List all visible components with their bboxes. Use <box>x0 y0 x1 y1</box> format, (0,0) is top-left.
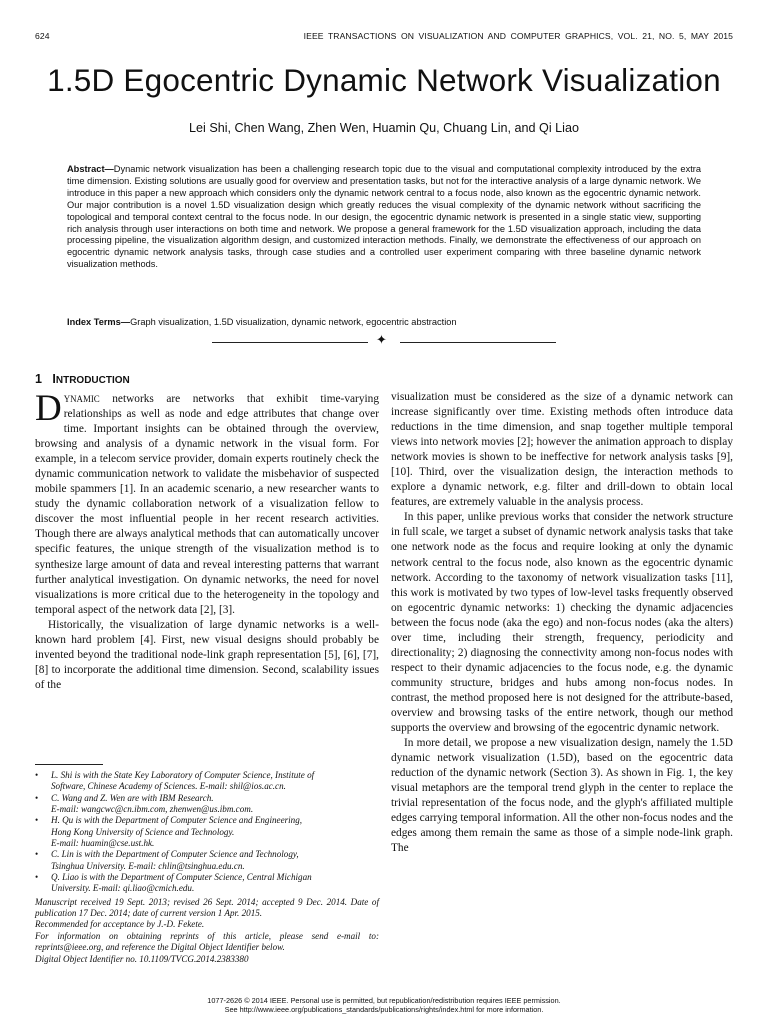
affiliation-line: Software, Chinese Academy of Sciences. E-mail: shil@ios.ac.cn. <box>51 781 286 792</box>
affiliation-item <box>35 770 379 793</box>
affiliation-item <box>35 849 379 872</box>
abstract-text: Dynamic network visualization has been a challenging research topic due to the visual and computational complexity introduced by the extra time dimension. Existing solutions are usually good for overview and presentation tasks, but not for the interactive analysis of a large dynamic network. We introduce in this paper a new approach which considers only the dynamic network central to a focus node, also known as the egocentric dynamic network. Our major contribution is a novel 1.5D visualization design which greatly reduces the visual complexity of the dynamic network without sacrificing the topological and temporal context central to the focus node. In our design, the egocentric dynamic network is presented in a single static view, supporting rich analysis through user interactions on both time and network. We propose a general framework for the 1.5D visualization approach, including the data processing pipeline, the visualization algorithm design, and customized interaction methods. Finally, we demonstrate the effectiveness of our approach on egocentric dynamic network analysis tasks, through case studies and a controlled user experiment comparing with three baseline dynamic network visualization methods. <box>67 164 701 270</box>
section-number: 1 <box>35 372 42 386</box>
manuscript-dates: Manuscript received 19 Sept. 2013; revised 26 Sept. 2014; accepted 9 Dec. 2014. Date of publication 17 Dec. 2014; date of current version 1 Apr. 2015. <box>35 896 379 919</box>
bullet-icon: • <box>35 815 39 826</box>
affiliation-item <box>35 872 379 895</box>
affiliation-line: C. Lin is with the Department of Computer Science and Technology, <box>51 849 299 860</box>
index-terms-label: Index Terms— <box>67 317 131 327</box>
manuscript-info <box>35 897 379 965</box>
affiliation-line: University. E-mail: qi.liao@cmich.edu. <box>51 883 195 894</box>
affiliation-line: Tsinghua University. E-mail: chlin@tsinghua.edu.cn. <box>51 860 245 871</box>
first-word-smallcaps: YNAMIC <box>63 394 100 404</box>
bullet-icon: • <box>35 770 39 780</box>
section-title-initial: I <box>52 372 56 386</box>
affiliation-line: L. Shi is with the State Key Laboratory of Computer Science, Institute of <box>51 770 315 780</box>
section-separator <box>212 332 556 349</box>
affiliation-line: H. Qu is with the Department of Computer Science and Engineering, <box>51 815 303 826</box>
affiliation-line: Hong Kong University of Science and Technology. <box>51 826 235 837</box>
footnotes <box>35 770 379 965</box>
separator-line-left <box>212 342 368 343</box>
index-terms-text: Graph visualization, 1.5D visualization, dynamic network, egocentric abstraction <box>130 317 457 327</box>
right-paragraph-2: In this paper, unlike previous works that consider the network structure in full scale, we target a subset of dynamic network analysis tasks that take one network node as the focus and require looking at only the dynamic network central to the focus node, also known as the egocentric dynamic network. According to the taxonomy of network visualization tasks [11], this work is motivated by two types of low-level tasks frequently observed on egocentric dynamic networks: 1) checking the dynamic adjacencies between the focus node (aka the ego) and non-focus nodes (aka the alters) over time, including their strength, frequency, periodicity and directionality; 2) diagnosing the connectivity among non-focus nodes with respect to their dynamic adjacencies to the focus node, e.g. the dynamic community structure, bridges and hubs among non-focus nodes. In contrast, the method proposed here is not designed for the attribute-based, overview and browsing tasks of the entire network, though our method supports the overview and browsing of the egocentric dynamic network. <box>391 511 733 735</box>
section-title-rest: NTRODUCTION <box>55 375 130 386</box>
bullet-icon: • <box>35 792 39 803</box>
recommended-by: Recommended for acceptance by J.-D. Fekete. <box>35 919 205 930</box>
footnote-rule <box>35 764 103 765</box>
right-column <box>391 390 733 856</box>
affiliation-item <box>35 815 379 849</box>
copyright-line-1: 1077-2626 © 2014 IEEE. Personal use is permitted, but republication/redistribution requires IEEE permission. <box>207 996 561 1005</box>
bullet-icon: • <box>35 849 39 860</box>
right-paragraph-1: visualization must be considered as the size of a dynamic network can increase significantly over time. Existing methods often introduce data reductions in the time dimension, and snap together multiple temporal views into network movies [2]; however the animation approach to display network movies is shown to be ineffective for network analysis tasks [9], [10]. Third, over the visualization design, the interaction methods to explore a dynamic network, e.g. filter and drill-down to obtain local features, are extremely valuable in the analysis process. <box>391 391 733 509</box>
separator-star-icon: ✦ <box>376 332 387 347</box>
copyright-line-2: See http://www.ieee.org/publications_standards/publications/rights/index.html for more information. <box>224 1005 544 1014</box>
copyright-notice <box>0 996 768 1014</box>
affiliation-line: E-mail: huamin@cse.ust.hk. <box>51 838 155 849</box>
reprints-info: For information on obtaining reprints of this article, please send e-mail to: reprints@ieee.org, and reference the Digital Object Identifier below. <box>35 930 379 953</box>
abstract <box>67 164 701 271</box>
index-terms <box>67 317 701 327</box>
separator-line-right <box>400 342 556 343</box>
intro-paragraph-2: Historically, the visualization of large dynamic networks is a well-known hard problem [4]. First, new visual designs should probably be invented beyond the traditional node-link graph representation [5], [6], [7], [8] to incorporate the additional time dimension. Second, scalability issues of the <box>35 618 379 691</box>
section-heading-introduction <box>35 372 130 386</box>
abstract-label: Abstract— <box>67 164 114 174</box>
author-list: Lei Shi, Chen Wang, Zhen Wen, Huamin Qu, Chuang Lin, and Qi Liao <box>189 121 579 135</box>
journal-citation: IEEE TRANSACTIONS ON VISUALIZATION AND COMPUTER GRAPHICS, VOL. 21, NO. 5, MAY 2015 <box>303 31 733 41</box>
affiliation-item <box>35 793 379 816</box>
doi: Digital Object Identifier no. 10.1109/TVCG.2014.2383380 <box>35 953 249 964</box>
affiliation-line: C. Wang and Z. Wen are with IBM Research. <box>51 792 214 803</box>
left-column <box>35 388 379 693</box>
paper-title: 1.5D Egocentric Dynamic Network Visualization <box>47 62 721 98</box>
affiliation-list <box>35 770 379 895</box>
page-number: 624 <box>35 31 50 41</box>
right-paragraph-3: In more detail, we propose a new visualization design, namely the 1.5D dynamic network visualization (1.5D), based on the egocentric data reduction of the dynamic network (Section 3). As shown in Fig. 1, the key visual metaphors are the temporal trend glyph in the center to replace the trivial representation of the focus node, and the glyph's affiliated multiple edges carrying temporal information. All the other non-focus nodes and the edges among them remain the same as those of a simple node-link graph. The <box>391 737 733 855</box>
dropcap-letter: D <box>35 388 62 429</box>
intro-paragraph-1-text: networks are networks that exhibit time-varying relationships as well as node and edge attributes that change over time. Important insights can be obtained through the overview, browsing and analysis of a dynamic network in the visual form. For example, in a telecom service provider, domain experts routinely check the dynamic communication network to validate the misbehavior of suspected mobile spammers [1]. In an academic scenario, a new researcher wants to study the dynamic collaboration network of a visualization fellow to discover the most influential people in her recent research activities. Though there are always analytical methods that can automatically uncover specific features, the unique strength of the visualization method is to synthesize large amount of data and reveal interesting patterns that warrant further analytical investigation. On dynamic networks, the need for novel visualizations is more critical due to the heterogeneity in the topology and temporal aspect of the network data [2], [3]. <box>35 393 379 616</box>
affiliation-line: Q. Liao is with the Department of Computer Science, Central Michigan <box>51 872 312 883</box>
intro-paragraph-1 <box>35 388 379 618</box>
bullet-icon: • <box>35 872 39 883</box>
affiliation-line: E-mail: wangcwc@cn.ibm.com, zhenwen@us.ibm.com. <box>51 804 254 815</box>
